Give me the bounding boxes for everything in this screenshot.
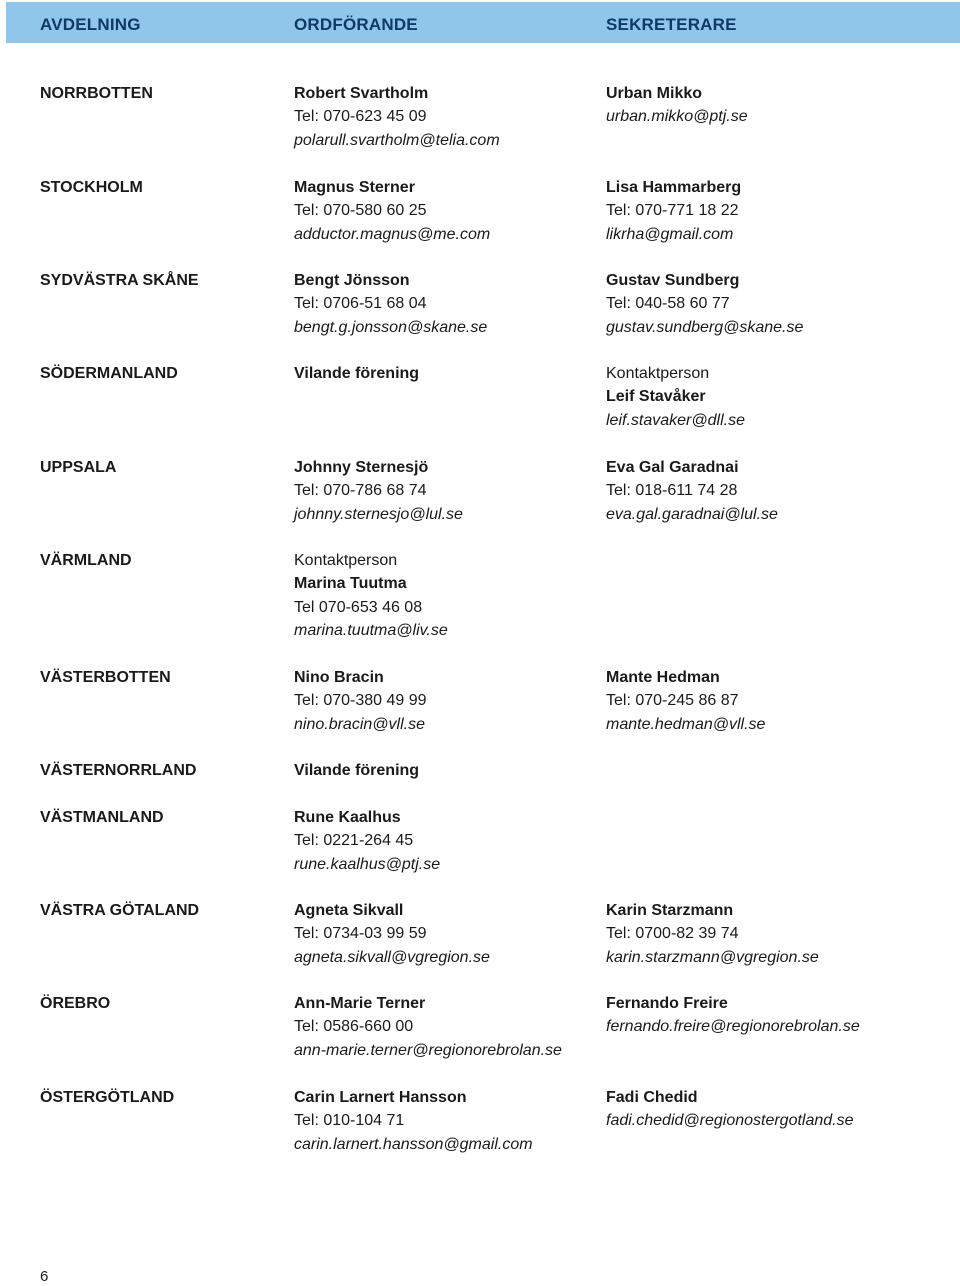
ordforande-cell [294, 1086, 533, 1156]
ordforande-phone: Tel: 0586-660 00 [294, 1018, 414, 1036]
ordforande-phone: Tel: 070-786 68 74 [294, 482, 427, 500]
avdelning-name: VÄSTERNORRLAND [40, 762, 197, 779]
sekreterare-email[interactable]: karin.starzmann@vgregion.se [606, 948, 819, 966]
sekreterare-cell [606, 1086, 854, 1133]
sekreterare-cell [606, 362, 745, 432]
ordforande-cell [294, 666, 427, 736]
sekreterare-phone: Tel: 0700-82 39 74 [606, 925, 739, 943]
ordforande-cell [294, 269, 487, 339]
ordforande-name: Marina Tuutma [294, 575, 407, 593]
ordforande-phone: Tel: 070-623 45 09 [294, 108, 427, 126]
sekreterare-name: Mante Hedman [606, 669, 720, 686]
sekreterare-name: Gustav Sundberg [606, 272, 740, 289]
sekreterare-email[interactable]: leif.stavaker@dll.se [606, 411, 745, 429]
sekreterare-email[interactable]: likrha@gmail.com [606, 225, 734, 243]
ordforande-email[interactable]: agneta.sikvall@vgregion.se [294, 948, 490, 966]
ordforande-phone: Tel: 070-580 60 25 [294, 202, 427, 220]
ordforande-email[interactable]: marina.tuutma@liv.se [294, 621, 448, 639]
ordforande-phone: Tel: 010-104 71 [294, 1112, 405, 1130]
ordforande-name: Carin Larnert Hansson [294, 1089, 467, 1106]
ordforande-email[interactable]: ann-marie.terner@regionorebrolan.se [294, 1041, 562, 1059]
ordforande-phone: Tel: 0706-51 68 04 [294, 295, 427, 313]
ordforande-line: Kontaktperson [294, 552, 398, 569]
ordforande-name: Nino Bracin [294, 669, 384, 686]
ordforande-cell [294, 362, 419, 385]
sekreterare-cell [606, 456, 778, 526]
ordforande-phone: Tel: 0734-03 99 59 [294, 925, 427, 943]
ordforande-name: Vilande förening [294, 762, 420, 779]
avdelning-name: VÄSTERBOTTEN [40, 669, 171, 686]
avdelning-name: VÄSTMANLAND [40, 809, 164, 826]
sekreterare-email[interactable]: gustav.sundberg@skane.se [606, 318, 804, 336]
sekreterare-email[interactable]: urban.mikko@ptj.se [606, 108, 748, 126]
sekreterare-cell [606, 666, 765, 736]
ordforande-cell [294, 456, 463, 526]
ordforande-name: Rune Kaalhus [294, 809, 401, 826]
page-number: 6 [40, 1268, 49, 1285]
avdelning-name: ÖREBRO [40, 995, 111, 1012]
sekreterare-name: Urban Mikko [606, 85, 703, 102]
avdelning-name: NORRBOTTEN [40, 85, 153, 102]
sekreterare-cell [606, 82, 748, 129]
sekreterare-phone: Tel: 070-245 86 87 [606, 692, 739, 710]
avdelning-name: UPPSALA [40, 459, 117, 476]
ordforande-email[interactable]: adductor.magnus@me.com [294, 225, 491, 243]
avdelning-name: ÖSTERGÖTLAND [40, 1089, 175, 1106]
sekreterare-phone: Tel: 040-58 60 77 [606, 295, 730, 313]
avdelning-name: SYDVÄSTRA SKÅNE [40, 272, 199, 289]
ordforande-cell [294, 549, 448, 642]
ordforande-email[interactable]: nino.bracin@vll.se [294, 715, 425, 733]
avdelning-name: SÖDERMANLAND [40, 365, 178, 382]
ordforande-name: Agneta Sikvall [294, 902, 404, 919]
ordforande-name: Johnny Sternesjö [294, 459, 429, 476]
sekreterare-cell [606, 992, 860, 1039]
sekreterare-cell [606, 899, 819, 969]
ordforande-name: Magnus Sterner [294, 179, 415, 196]
ordforande-cell [294, 176, 490, 246]
sekreterare-phone: Tel: 070-771 18 22 [606, 202, 739, 220]
header-ordforande: ORDFÖRANDE [294, 15, 418, 34]
sekreterare-phone: Tel: 018-611 74 28 [606, 482, 738, 500]
sekreterare-name: Karin Starzmann [606, 902, 734, 919]
sekreterare-name: Fernando Freire [606, 995, 728, 1012]
ordforande-cell [294, 82, 500, 152]
ordforande-phone: Tel: 070-380 49 99 [294, 692, 427, 710]
ordforande-name: Ann-Marie Terner [294, 995, 426, 1012]
ordforande-email[interactable]: johnny.sternesjo@lul.se [294, 505, 463, 523]
ordforande-name: Robert Svartholm [294, 85, 429, 102]
ordforande-cell [294, 899, 490, 969]
sekreterare-name: Leif Stavåker [606, 388, 706, 406]
sekreterare-name: Lisa Hammarberg [606, 179, 742, 196]
header-sekreterare: SEKRETERARE [606, 15, 737, 34]
sekreterare-email[interactable]: fernando.freire@regionorebrolan.se [606, 1018, 860, 1036]
avdelning-name: STOCKHOLM [40, 179, 143, 196]
ordforande-email[interactable]: bengt.g.jonsson@skane.se [294, 318, 488, 336]
sekreterare-cell [606, 176, 741, 246]
ordforande-name: Vilande förening [294, 365, 420, 382]
avdelning-name: VÄRMLAND [40, 552, 132, 569]
ordforande-email[interactable]: rune.kaalhus@ptj.se [294, 855, 441, 873]
sekreterare-name: Fadi Chedid [606, 1089, 698, 1106]
sekreterare-line: Kontaktperson [606, 365, 710, 382]
ordforande-email[interactable]: polarull.svartholm@telia.com [294, 131, 500, 149]
table-header [6, 2, 960, 43]
ordforande-cell [294, 806, 440, 876]
sekreterare-email[interactable]: fadi.chedid@regionostergotland.se [606, 1112, 854, 1130]
sekreterare-email[interactable]: mante.hedman@vll.se [606, 715, 766, 733]
ordforande-phone: Tel 070-653 46 08 [294, 598, 423, 616]
avdelning-name: VÄSTRA GÖTALAND [40, 902, 200, 919]
ordforande-cell [294, 992, 562, 1062]
header-avdelning: AVDELNING [40, 15, 141, 34]
sekreterare-name: Eva Gal Garadnai [606, 459, 739, 476]
ordforande-email[interactable]: carin.larnert.hansson@gmail.com [294, 1135, 533, 1153]
ordforande-phone: Tel: 0221-264 45 [294, 832, 414, 850]
ordforande-cell [294, 759, 419, 782]
ordforande-name: Bengt Jönsson [294, 272, 410, 289]
sekreterare-cell [606, 269, 803, 339]
sekreterare-email[interactable]: eva.gal.garadnai@lul.se [606, 505, 778, 523]
